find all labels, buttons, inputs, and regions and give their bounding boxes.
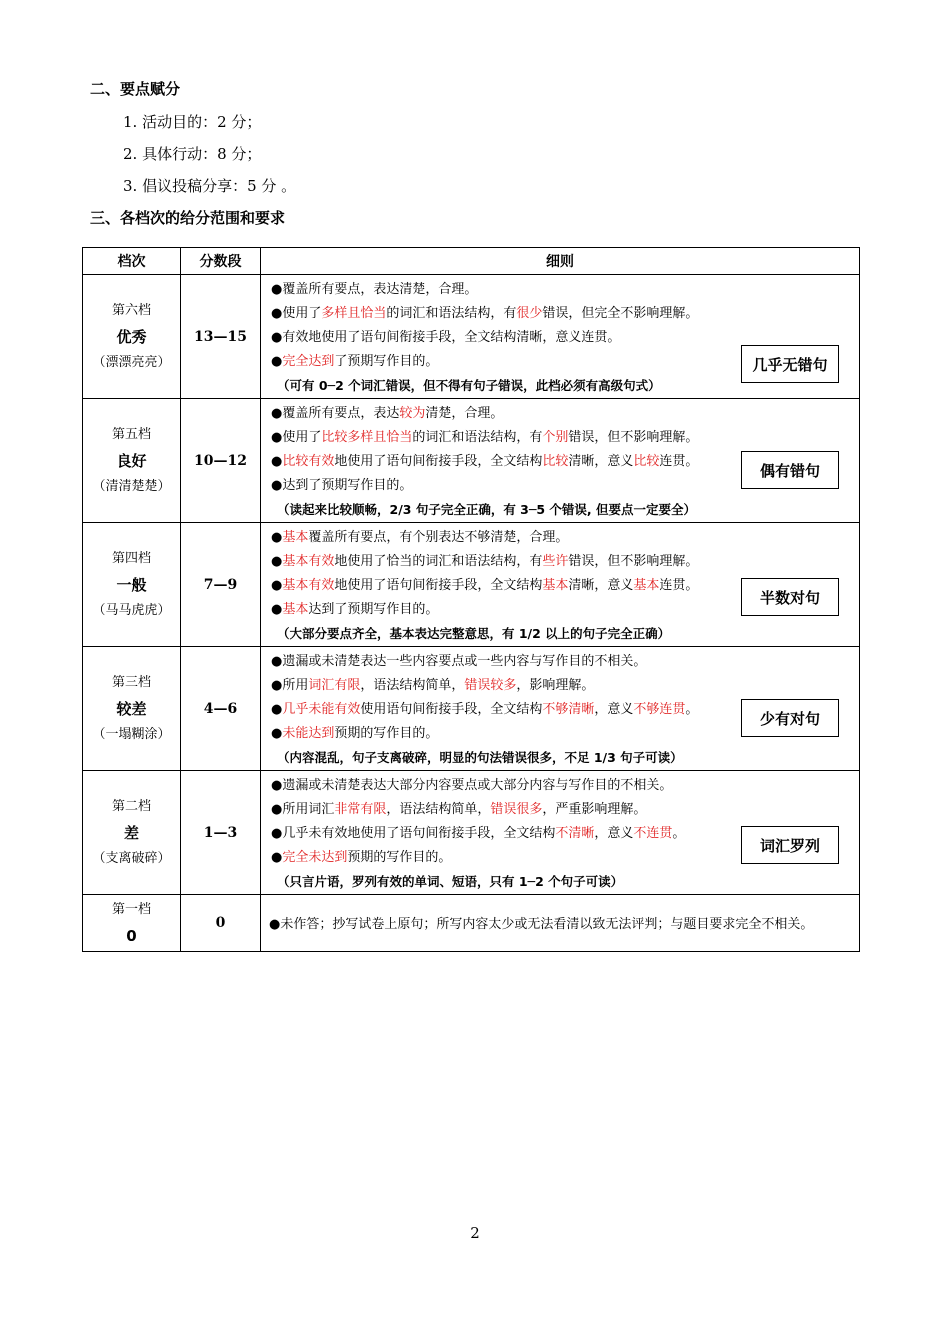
highlighted-text: 非常有限 [334, 802, 387, 817]
highlighted-text: 较为 [399, 406, 426, 421]
criteria-text: ●使用了 [271, 430, 322, 445]
criteria-text: 错误，但不影响理解。 [568, 430, 699, 445]
criteria-line [271, 798, 859, 822]
table-header-row [83, 248, 860, 275]
tier-description: （支离破碎） [92, 850, 171, 866]
criteria-line [271, 650, 859, 674]
tier-description: （马马虎虎） [92, 602, 171, 618]
tier-cell [83, 399, 181, 523]
criteria-text: 了预期写作目的。 [334, 354, 439, 369]
criteria-text: 。 [672, 826, 686, 841]
criteria-text: 覆盖所有要点，有个别表达不够清楚，合理。 [308, 530, 569, 545]
header-details: 细则 [261, 248, 860, 275]
tier-note: （只言片语，罗列有效的单词、短语，只有 1─2 个句子可读） [277, 874, 624, 889]
criteria-text: 预期的写作目的。 [347, 850, 452, 865]
tier-cell [83, 523, 181, 647]
tier-note: （读起来比较顺畅，2/3 句子完全正确，有 3─5 个错误, 但要点一定要全） [277, 502, 697, 517]
criteria-text: 错误，但不影响理解。 [568, 554, 699, 569]
details-cell [261, 399, 860, 523]
criteria-line [271, 674, 859, 698]
criteria-text: 清楚，合理。 [425, 406, 504, 421]
criteria-text: 。 [685, 702, 699, 717]
score-range: 7—9 [181, 523, 261, 647]
score-range: 0 [181, 895, 261, 952]
criteria-line [271, 302, 859, 326]
criteria-text: ●所用 [271, 678, 309, 693]
highlighted-text: 完全未达到 [282, 850, 348, 865]
criteria-text: ，意义 [594, 826, 634, 841]
highlighted-text: 个别 [542, 430, 569, 445]
highlighted-text: 完全达到 [282, 354, 335, 369]
scoring-item-1: 1. 活动目的：2 分； [123, 113, 262, 131]
header-score: 分数段 [181, 248, 261, 275]
criteria-text: 清晰，意义 [568, 454, 634, 469]
tier-note: （大部分要点齐全，基本表达完整意思，有 1/2 以上的句子完全正确） [277, 626, 671, 641]
highlighted-text: 基本有效 [282, 554, 335, 569]
table-row [83, 647, 860, 771]
criteria-text: 连贯。 [659, 578, 699, 593]
highlighted-text: 未能达到 [282, 726, 335, 741]
criteria-text: ● [271, 602, 283, 617]
tier-name: 良好 [116, 451, 147, 470]
criteria-text: ●几乎未有效地使用了语句间衔接手段，全文结构 [271, 826, 556, 841]
tier-name: 较差 [116, 699, 147, 718]
criteria-line [271, 550, 859, 574]
summary-box: 几乎无错句 [741, 345, 839, 383]
criteria-line [271, 426, 859, 450]
criteria-text: 连贯。 [659, 454, 699, 469]
details-cell [261, 771, 860, 895]
tier-cell [83, 275, 181, 399]
highlighted-text: 不连贯 [633, 826, 673, 841]
tier-label: 第三档 [111, 674, 151, 690]
highlighted-text: 基本 [633, 578, 660, 593]
tier-label: 第一档 [111, 902, 151, 917]
highlighted-text: 不够连贯 [633, 702, 686, 717]
criteria-text: ● [271, 530, 283, 545]
highlighted-text: 不清晰 [555, 826, 595, 841]
scoring-item-3: 3. 倡议投稿分享：5 分 。 [123, 177, 297, 195]
summary-box: 词汇罗列 [741, 826, 839, 864]
grading-table [82, 247, 860, 952]
table-row [83, 523, 860, 647]
highlighted-text: 基本有效 [282, 578, 335, 593]
criteria-text: 的词汇和语法结构，有 [412, 430, 543, 445]
highlighted-text: 词汇有限 [308, 678, 361, 693]
highlighted-text: 比较 [633, 454, 660, 469]
criteria-text: 地使用了恰当的词汇和语法结构，有 [334, 554, 543, 569]
summary-box: 少有对句 [741, 699, 839, 737]
highlighted-text: 很少 [516, 306, 543, 321]
criteria-text: ●遗漏或未清楚表达大部分内容要点或大部分内容与写作目的不相关。 [271, 778, 673, 793]
criteria-text: ● [271, 850, 283, 865]
criteria-text: ●覆盖所有要点，表达清楚，合理。 [271, 282, 478, 297]
tier-name: 一般 [116, 575, 147, 594]
criteria-text: ，严重影响理解。 [542, 802, 647, 817]
highlighted-text: 比较多样且恰当 [321, 430, 413, 445]
highlighted-text: 比较有效 [282, 454, 335, 469]
section-heading-levels: 三、各档次的给分范围和要求 [90, 209, 286, 227]
table-row [83, 771, 860, 895]
criteria-text: ，语法结构简单， [360, 678, 465, 693]
criteria-text: ，影响理解。 [516, 678, 595, 693]
highlighted-text: 些许 [542, 554, 569, 569]
highlighted-text: 错误很多 [490, 802, 543, 817]
score-range: 10—12 [181, 399, 261, 523]
criteria-text: ●有效地使用了语句间衔接手段，全文结构清晰，意义连贯。 [271, 330, 621, 345]
criteria-text: ●达到了预期写作目的。 [271, 478, 413, 493]
criteria-text: 清晰，意义 [568, 578, 634, 593]
scoring-item-2: 2. 具体行动：8 分； [123, 145, 262, 163]
tier-label: 第五档 [111, 426, 151, 442]
details-cell [261, 895, 860, 952]
criteria-text: ● [271, 554, 283, 569]
score-range: 4—6 [181, 647, 261, 771]
tier-name: 0 [126, 927, 137, 945]
highlighted-text: 多样且恰当 [321, 306, 387, 321]
tier-label: 第二档 [111, 798, 151, 814]
criteria-text: ● [271, 354, 283, 369]
criteria-text: ●所用词汇 [271, 802, 335, 817]
details-cell [261, 523, 860, 647]
highlighted-text: 错误较多 [464, 678, 517, 693]
tier-note: （内容混乱，句子支离破碎，明显的句法错误很多，不足 1/3 句子可读） [277, 750, 683, 765]
header-tier: 档次 [83, 248, 181, 275]
table-row [83, 275, 860, 399]
highlighted-text: 基本 [282, 530, 309, 545]
table-row [83, 399, 860, 523]
highlighted-text: 比较 [542, 454, 569, 469]
criteria-text: ● [271, 578, 283, 593]
tier-cell [83, 647, 181, 771]
details-cell [261, 275, 860, 399]
criteria-text: ，语法结构简单， [386, 802, 491, 817]
criteria-text: ，意义 [594, 702, 634, 717]
criteria-text: ●遗漏或未清楚表达一些内容要点或一些内容与写作目的不相关。 [271, 654, 647, 669]
score-range: 1—3 [181, 771, 261, 895]
score-range: 13—15 [181, 275, 261, 399]
tier-name: 优秀 [116, 327, 147, 346]
criteria-text: 的词汇和语法结构，有 [386, 306, 517, 321]
criteria-text: ● [271, 702, 283, 717]
tier-cell [83, 895, 181, 952]
criteria-line [271, 278, 859, 302]
criteria-text: ●覆盖所有要点，表达 [271, 406, 400, 421]
table-row [83, 895, 860, 952]
criteria-line: ●未作答；抄写试卷上原句；所写内容太少或无法看清以致无法评判；与题目要求完全不相关。 [269, 917, 814, 932]
tier-name: 差 [123, 823, 139, 842]
criteria-text: 错误，但完全不影响理解。 [542, 306, 699, 321]
criteria-line [271, 526, 859, 550]
highlighted-text: 基本 [542, 578, 569, 593]
summary-box: 偶有错句 [741, 451, 839, 489]
criteria-text: ● [271, 726, 283, 741]
criteria-text: 预期的写作目的。 [334, 726, 439, 741]
criteria-line [271, 402, 859, 426]
highlighted-text: 不够清晰 [542, 702, 595, 717]
details-cell [261, 647, 860, 771]
tier-cell [83, 771, 181, 895]
tier-description: （一塌糊涂） [92, 726, 171, 742]
tier-description: （清清楚楚） [92, 478, 171, 494]
criteria-text: 使用语句间衔接手段，全文结构 [360, 702, 543, 717]
highlighted-text: 几乎未能有效 [282, 702, 361, 717]
tier-note: （可有 0─2 个词汇错误，但不得有句子错误，此档必须有高级句式） [277, 378, 661, 393]
tier-label: 第六档 [111, 302, 151, 318]
criteria-line [271, 774, 859, 798]
page-number: 2 [470, 1224, 480, 1242]
section-heading-scoring: 二、要点赋分 [90, 80, 181, 98]
highlighted-text: 基本 [282, 602, 309, 617]
criteria-text: 达到了预期写作目的。 [308, 602, 439, 617]
criteria-text: ●使用了 [271, 306, 322, 321]
summary-box: 半数对句 [741, 578, 839, 616]
criteria-text: ● [271, 454, 283, 469]
tier-label: 第四档 [111, 550, 151, 566]
tier-description: （漂漂亮亮） [92, 354, 171, 370]
criteria-text: 地使用了语句间衔接手段，全文结构 [334, 578, 543, 593]
criteria-text: 地使用了语句间衔接手段，全文结构 [334, 454, 543, 469]
